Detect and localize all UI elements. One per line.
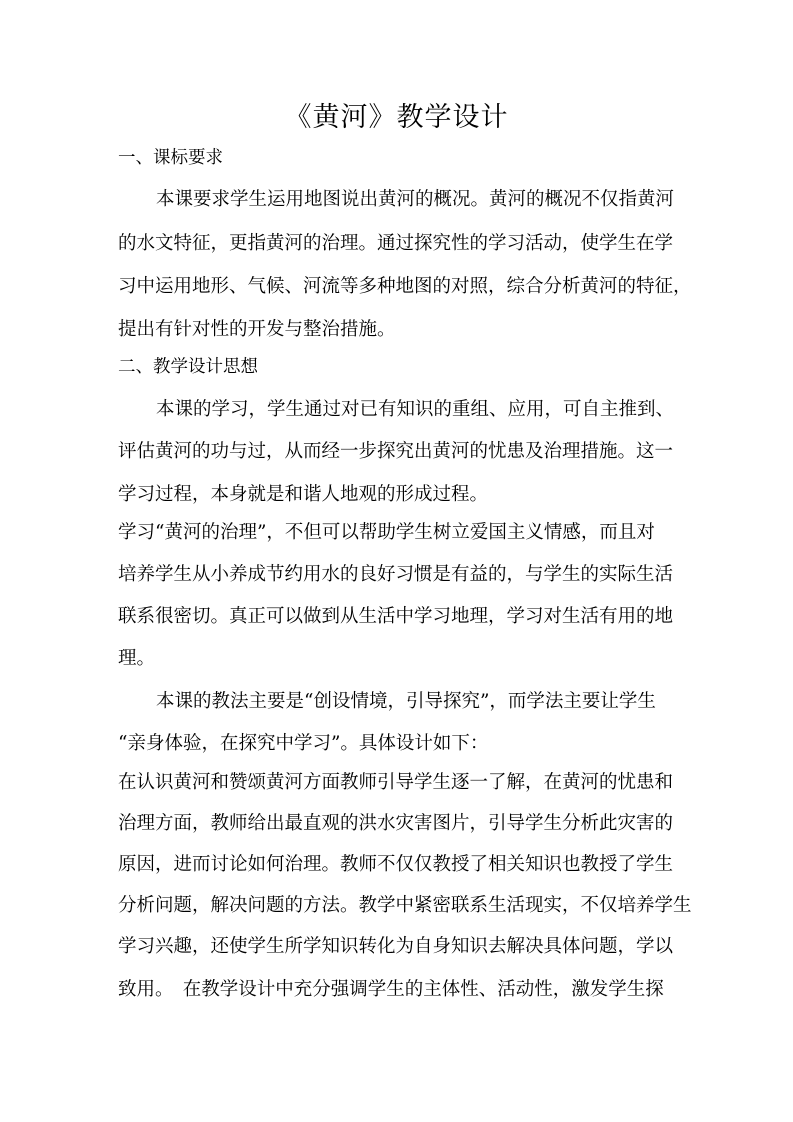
paragraph-line: 培养学生从小养成节约用水的良好习惯是有益的，与学生的实际生活 bbox=[118, 564, 674, 585]
paragraph-line: 分析问题，解决问题的方法。教学中紧密联系生活现实，不仅培养学生 bbox=[118, 895, 692, 916]
paragraph-line: 学习过程，本身就是和谐人地观的形成过程。 bbox=[118, 484, 489, 505]
paragraph-line: 评估黄河的功与过，从而经一步探究出黄河的忧患及治理措施。这一 bbox=[118, 441, 674, 462]
paragraph-line: 学习“黄河的治理”，不但可以帮助学生树立爱国主义情感，而且对 bbox=[118, 522, 655, 543]
paragraph-line: 习中运用地形、气候、河流等多种地图的对照，综合分析黄河的特征， bbox=[118, 276, 692, 297]
paragraph-line: 致用。 在教学设计中充分强调学生的主体性、活动性，激发学生探 bbox=[118, 979, 664, 1000]
paragraph-line: 的水文特征，更指黄河的治理。通过探究性的学习活动，使学生在学 bbox=[118, 233, 674, 254]
paragraph-line: “亲身体验，在探究中学习”。具体设计如下： bbox=[118, 733, 489, 754]
section-heading-curriculum: 一、课标要求 bbox=[118, 148, 223, 168]
paragraph-line: 本课的学习，学生通过对已有知识的重组、应用，可自主推到、 bbox=[156, 399, 675, 420]
paragraph-line: 治理方面，教师给出最直观的洪水灾害图片，引导学生分析此灾害的 bbox=[118, 813, 674, 834]
paragraph-line: 本课要求学生运用地图说出黄河的概况。黄河的概况不仅指黄河 bbox=[156, 189, 675, 210]
document-title: 《黄河》教学设计 bbox=[284, 102, 509, 133]
paragraph-line: 理。 bbox=[118, 648, 156, 669]
section-heading-design-idea: 二、教学设计思想 bbox=[118, 357, 258, 377]
paragraph-line: 提出有针对性的开发与整治措施。 bbox=[118, 319, 396, 340]
paragraph-line: 学习兴趣，还使学生所学知识转化为自身知识去解决具体问题，学以 bbox=[118, 936, 674, 957]
paragraph-line: 原因，进而讨论如何治理。教师不仅仅教授了相关知识也教授了学生 bbox=[118, 854, 674, 875]
paragraph-line: 联系很密切。真正可以做到从生活中学习地理，学习对生活有用的地 bbox=[118, 606, 674, 627]
paragraph-line: 本课的教法主要是“创设情境，引导探究”，而学法主要让学生 bbox=[156, 691, 656, 712]
paragraph-line: 在认识黄河和赞颂黄河方面教师引导学生逐一了解，在黄河的忧患和 bbox=[118, 772, 674, 793]
